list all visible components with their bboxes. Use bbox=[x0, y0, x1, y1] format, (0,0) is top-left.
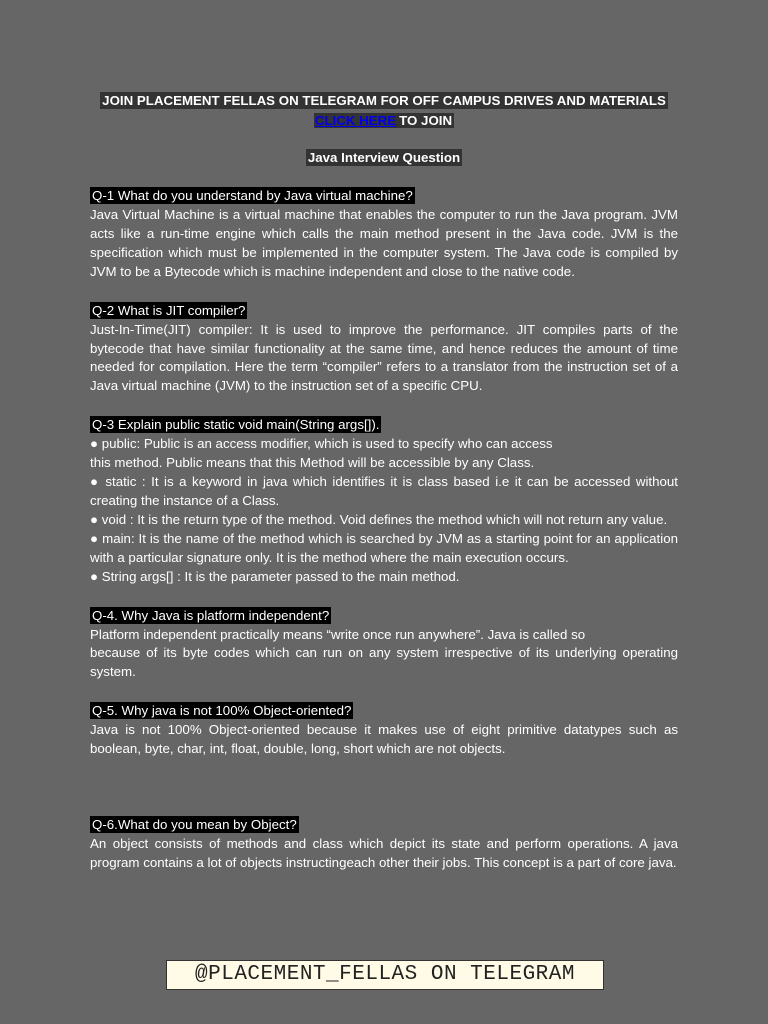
question-heading: Q-2 What is JIT compiler? bbox=[92, 302, 246, 318]
document-page bbox=[90, 92, 678, 873]
answer-bullet-public: ● public: Public is an access modifier, which is used to specify who can access bbox=[90, 436, 553, 452]
answer-paragraph: Just-In-Time(JIT) compiler: It is used to improve the performance. JIT compiles parts of the bytecode that have similar functionality at the same time, and hence reduces the amount of time needed for compilation. Here the term “compiler” refers to a translator from the instruction set of a Java virtual machine (JVM) to the instruction set of a specific CPU. bbox=[90, 321, 678, 394]
answer-paragraph: because of its byte codes which can run on any system irrespective of its underlying operating system. bbox=[90, 645, 678, 680]
click-here-link[interactable]: CLICK HERE bbox=[314, 113, 397, 128]
answer-bullet-void: ● void : It is the return type of the method. Void defines the method which will not return any value. bbox=[90, 511, 668, 527]
answer bbox=[90, 721, 678, 759]
question-heading: Q-6.What do you mean by Object? bbox=[92, 817, 297, 833]
question-5 bbox=[90, 702, 678, 759]
join-line bbox=[90, 112, 678, 129]
question-3 bbox=[90, 416, 678, 586]
question-heading: Q-4. Why Java is platform independent? bbox=[92, 607, 330, 623]
answer-line: this method. Public means that this Method will be accessible by any Class. bbox=[90, 455, 535, 471]
question-heading: Q-5. Why java is not 100% Object-oriented? bbox=[92, 703, 352, 719]
answer bbox=[90, 835, 678, 873]
page-title: Java Interview Question bbox=[307, 150, 461, 165]
question-1 bbox=[90, 187, 678, 282]
telegram-banner: JOIN PLACEMENT FELLAS ON TELEGRAM FOR OFF CAMPUS DRIVES AND MATERIALS bbox=[102, 93, 666, 108]
question-heading: Q-1 What do you understand by Java virtual machine? bbox=[92, 188, 413, 203]
answer-paragraph: Java Virtual Machine is a virtual machine that enables the computer to run the Java program. JVM acts like a run-time engine which calls the main method present in the Java code. JVM is the specification which must be implemented in the computer system. The Java code is compiled by JVM to be a Bytecode which is machine independent and close to the native code. bbox=[90, 207, 678, 279]
answer-paragraph: An object consists of methods and class which depict its state and perform operations. A java program contains a lot of objects instructingeach other their jobs. This concept is a part of core java. bbox=[90, 836, 678, 870]
question-6 bbox=[90, 816, 678, 873]
header bbox=[90, 92, 678, 167]
telegram-footer-badge: @PLACEMENT_FELLAS ON TELEGRAM bbox=[166, 960, 604, 990]
answer-line: Platform independent practically means “write once run anywhere”. Java is called so bbox=[90, 626, 586, 642]
answer-bullet-args: ● String args[] : It is the parameter passed to the main method. bbox=[90, 568, 460, 584]
to-join-text: TO JOIN bbox=[399, 113, 453, 128]
answer bbox=[90, 626, 678, 683]
question-2 bbox=[90, 302, 678, 397]
question-4 bbox=[90, 607, 678, 683]
answer-paragraph: Java is not 100% Object-oriented because it makes use of eight primitive datatypes such as boolean, byte, char, int, float, double, long, short which are not objects. bbox=[90, 722, 678, 757]
answer-bullet-main: ● main: It is the name of the method which is searched by JVM as a starting point for an application with a particular signature only. It is the method where the main execution occurs. bbox=[90, 530, 678, 565]
answer bbox=[90, 206, 678, 282]
answer bbox=[90, 435, 678, 586]
question-heading: Q-3 Explain public static void main(String args[]). bbox=[92, 417, 380, 433]
answer-bullet-static: ● static : It is a keyword in java which identifies it is class based i.e it can be accessed without creating the instance of a Class. bbox=[90, 474, 678, 508]
answer bbox=[90, 321, 678, 397]
